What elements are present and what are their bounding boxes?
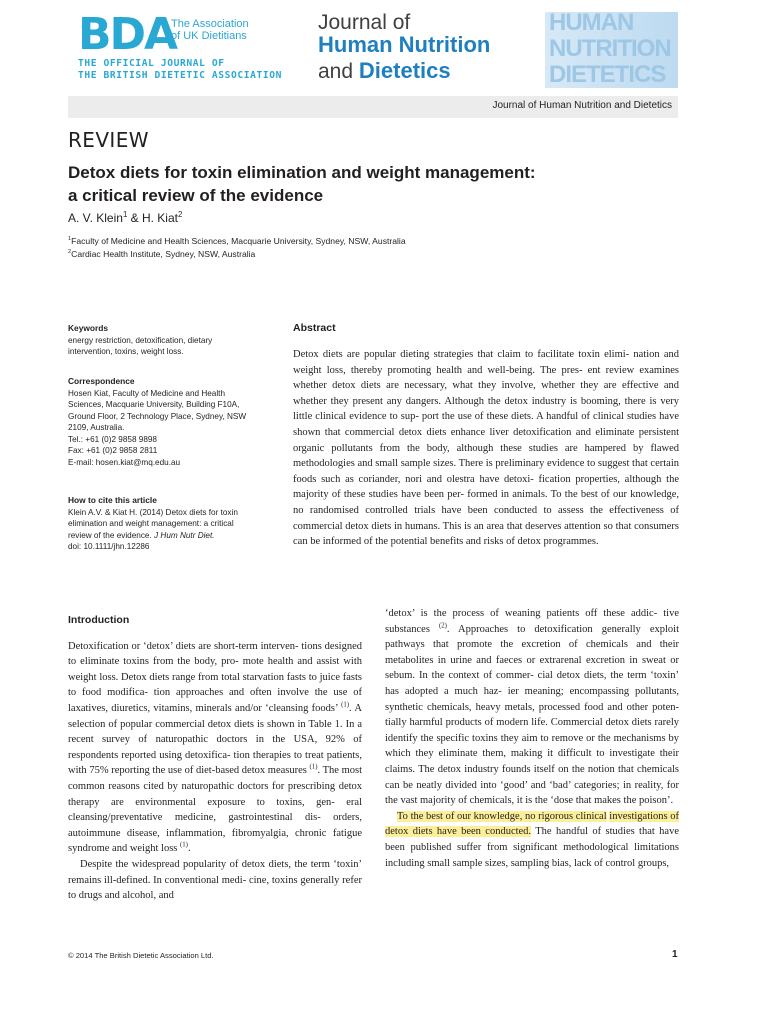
journal-cover-art [545,12,678,88]
correspondence-fax: Fax: +61 (0)2 9858 2811 [68,446,158,455]
official-line: THE BRITISH DIETETIC ASSOCIATION [78,70,283,81]
body-text: or the mechanisms by which they eliminate them, making [385,732,680,760]
citation-line: Klein A.V. & Kiat H. (2014) Detox diets for toxin [68,507,238,517]
abstract-body [293,347,679,550]
journal-title-dietetics: Dietetics [358,58,451,83]
abstract-line: trials have been conducted to assess the effectiveness of commercial detox [293,504,679,532]
body-text: mote health and assist with weight loss. Detox diets range [68,656,362,683]
author-name: H. Kiat [141,211,178,225]
affiliation-text: Cardiac Health Institute, Sydney, NSW, Australia [71,249,256,259]
author-affiliation-marker: 2 [177,210,183,219]
body-text: handful of studies that have been published suffer from [385,826,679,853]
keywords-line: intervention, toxins, weight loss. [68,347,184,356]
body-text: . The most common [68,765,362,792]
title-line: Detox diets for toxin elimination and weight management: [68,163,536,182]
body-text: diuretics, vitamins, minerals and/or ‘cleansing foods’ [111,702,342,714]
body-text: significant methodological limitations including small [385,841,680,869]
cover-word: HUMAN [549,12,634,36]
abstract-line: Detox diets are popular dieting strategies that claim to facilitate toxin elimi- [293,349,630,360]
correspondence-line: Ground Floor, 2 Technology Place, Sydney, NSW [68,411,247,421]
body-text: A selection of popular commercial detox diets is shown [68,702,363,730]
reference-marker[interactable]: (1) [180,841,188,849]
correspondence-line: Hosen Kiat, Faculty of Medicine and Health [68,388,226,398]
journal-masthead [68,10,678,92]
affiliation-1 [68,236,406,246]
abstract-line: formed in animals. To the best of our knowledge, no randomised controlled [293,489,680,516]
introduction-paragraph-1 [68,639,362,857]
citation-text: review of the evidence. [68,530,155,540]
body-text: poison’. [638,795,674,807]
body-text: divided into ‘good’ and ‘bad’ categories; in reality, for the [385,779,679,807]
cover-word: NUTRITION [549,35,671,62]
journal-title-of: Journal of [318,11,411,34]
bda-association-line: of UK Dietitians [171,30,247,42]
body-text: . [349,702,352,714]
abstract-line: organic pollutants from the body, although these studies are hampered by [293,442,644,454]
highlighted-text[interactable]: investigations of detox diets have been conducted. [385,810,679,838]
journal-title-and: and [318,60,354,83]
body-text: vast majority of chemicals, it is the ‘dose that makes the [400,795,637,807]
body-text: . [187,843,191,855]
running-header-text: Journal of Human Nutrition and Dietetics [492,100,672,111]
introduction-paragraph-2 [68,857,362,904]
right-paragraph-1 [385,606,679,809]
body-text: sample sizes, sampling bias, lack of control groups, [452,857,670,869]
author-name: A. V. Klein [68,211,123,225]
body-text: Despite the widespread popularity of detox diets, the [80,858,308,870]
body-text: it difficult to investigate their claims. The detox industry [385,748,679,775]
body-text: reasons cited by naturopathic doctors for prescribing [108,780,336,792]
body-text: The [531,826,552,838]
author-list [68,211,182,225]
abstract-line: whether they are effective and whether they present any dangers. Although [293,380,680,407]
affiliation-2 [68,249,255,259]
article-type-label: REVIEW [68,128,149,152]
keywords-line: energy restriction, detoxification, dietary [68,335,213,345]
abstract-line: diets in humans. This is an area that deserves attention so that consumers [371,520,680,532]
page-number: 1 [672,949,678,960]
affiliation-text: Faculty of Medicine and Health Sciences, Macquarie University, Sydney, NSW, Australia [71,236,406,246]
abstract-line: ent review examines whether detox diets are necessary, what they involve, [293,364,679,392]
body-text: and their metabolites in urine and faeces or extrarenal [385,639,680,666]
citation-line: elimination and weight management: a critical [68,519,234,528]
abstract-line: can be informed of the potential benefits and risks of detox programmes. [293,536,599,548]
reference-marker[interactable]: (1) [309,763,318,771]
body-text: cial detox diets, the term ‘toxin’ has adopted a much haz- [385,670,680,697]
body-text: detox therapy are environmental exposure to toxins, gen- [68,780,363,808]
body-text: tive substances [385,608,680,635]
introduction-column [68,606,362,904]
body-text: tion therapies to treat patients, with 75% reporting the [68,749,363,777]
author-separator: & [127,211,142,225]
body-text: the USA, 92% of respondents reported using detoxifica- [68,734,363,761]
abstract-line: nation and weight loss, thereby promoting health and well-being. The pres- [293,349,680,376]
body-text: in Table 1. In a recent survey of naturopathic doctors in [68,718,363,746]
body-text: tions designed to eliminate toxins from the body, pro- [68,640,362,668]
journal-title-and-dietetics [318,58,451,85]
body-text: ‘detox’ is the process of weaning patients off these addic- [385,608,658,619]
body-text: . Approaches to detoxification generally [446,623,641,635]
footer-copyright: © 2014 The British Dietetic Association Ltd. [68,951,214,960]
citation-doi: doi: 10.1111/jhn.12286 [68,542,150,551]
abstract-line: flawed methodologies and small sample sizes. There is preliminary evidence [293,442,680,470]
official-journal-text [78,58,338,82]
correspondence-phone: Tel.: +61 (0)2 9858 9898 [68,434,157,444]
right-paragraph-2 [385,809,679,871]
body-text: exploit pathways that promote the excretion of chemicals [385,623,679,651]
running-header-bar [68,96,678,118]
reference-marker[interactable]: (2) [438,622,447,630]
reference-marker[interactable]: (1) [341,701,350,709]
abstract-line: fication properties, although the majority of these studies have been per- [293,473,680,501]
citation-heading: How to cite this article [68,495,157,505]
author-affiliation-marker: 1 [122,210,128,219]
cover-word: DIETETICS [549,61,666,88]
body-text: orders, autoimmune disease, inflammation, fibromyalgia, [68,812,362,839]
introduction-heading: Introduction [68,614,130,626]
correspondence-line: 2109, Australia. [68,423,125,432]
right-body-column [385,606,679,871]
abstract-line: commercial detox diets enhance liver detoxification and eliminate persistent [344,426,680,438]
bda-association-line: The Association [171,18,249,30]
abstract-heading: Abstract [293,322,336,334]
body-text: tially harmful products of modern life. Commercial detox [385,717,629,729]
affiliation-marker: 2 [68,249,72,256]
highlighted-text[interactable]: To the best of our knowledge, no rigorous clinical [397,810,607,822]
body-text: founds itself on the notion that chemicals can be neatly [385,763,679,791]
bda-association-text [171,18,281,42]
journal-title-human-nutrition: Human Nutrition [318,32,491,57]
body-text: from total starvation fasts to juice fasts to food modifica- [68,671,363,699]
body-text: chronic fatigue syndrome and weight loss [68,827,362,855]
abstract-line: port the use of these diets. A handful of clinical studies have shown that [293,411,679,438]
body-text: eral cleansing/preventative medicine, gastrointestinal dis- [68,796,362,824]
affiliation-marker: 1 [68,236,72,243]
keywords-heading: Keywords [68,323,109,333]
official-line: THE OFFICIAL JOURNAL OF [78,58,225,69]
correspondence-heading: Correspondence [68,376,135,386]
body-text: cine, toxins generally refer to drugs and alcohol, and [68,874,362,902]
bda-logo: BDA [78,9,177,60]
citation-line [68,530,280,542]
body-text: ier meaning; encompassing pollutants, synthetic [385,685,680,713]
body-text: Detoxification or ‘detox’ diets are short-term interven- [68,640,299,652]
article-title [68,161,708,207]
body-text: chemicals, heavy metals, processed food and other poten- [426,701,680,713]
abstract-line: the detox industry is booming, there is very little clinical evidence to sup- [293,395,679,423]
abstract-line: to suggest that certain foods such as coriander, nori and olestra have detoxi- [293,458,679,485]
correspondence-line: Sciences, Macquarie University, Building F10A, [68,400,240,409]
body-text: excretion in sweat or sebum. In the context of commer- [385,654,679,682]
body-text: diets rarely identify the specific toxins they aim to remove [385,717,680,744]
title-line: a critical review of the evidence [68,186,324,205]
correspondence-email: E-mail: hosen.kiat@mq.edu.au [68,457,181,467]
citation-block [68,495,280,553]
correspondence-block [68,376,280,468]
keywords-block [68,323,280,358]
body-text: use of diet-based detox measures [167,765,310,777]
body-text: tion approaches and often involve the use of laxatives, [68,687,363,714]
body-text: term ‘toxin’ remains ill-defined. In conventional medi- [68,858,362,886]
citation-journal: J Hum Nutr Diet. [154,530,215,540]
